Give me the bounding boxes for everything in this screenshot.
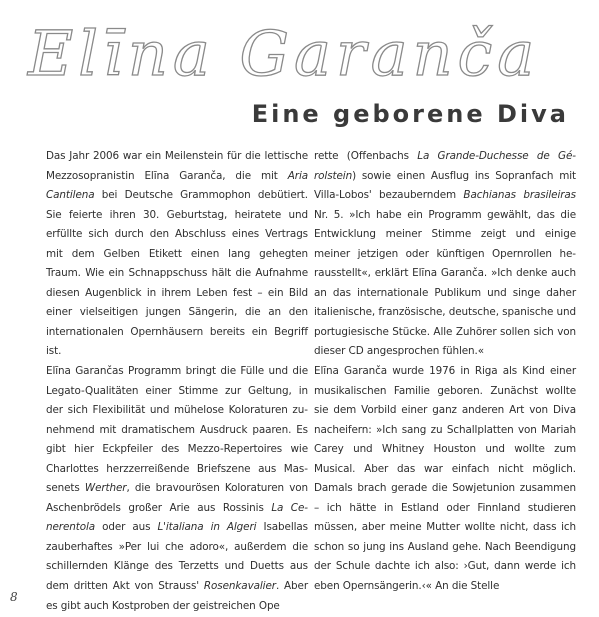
body-text: Elīna Garanča wurde 1976 in Riga als Kind einer musikalischen Familie geboren. Zunächst wollte sie dem Vorbild einer ganz anderen Art von Diva nacheifern: »Ich sang zu Schallplatten von Mariah Carey und Whitney Houston und wollte zum Musical. Aber das war einfach nicht möglich. Damals brach gerade die Sowjetunion zusammen – ich hätte in Estland oder Finnland studieren müssen, aber meine Mutter wollte nicht, dass ich schon so jung ins Ausland gehe. Nach Beendigung der Schule dachte ich also: ›Gut, dann werde ich eben Opernsängerin.‹« An die Stelle <box>314 365 576 593</box>
article-subtitle: Eine geborene Diva <box>251 100 569 128</box>
body-text: Isabellas zauberhaftes »Per lui che adoro«, außerdem die schillernden Klänge des Terzetts und Duetts aus dem dritten Akt von Strauss' <box>46 521 308 593</box>
italic-title-text: Bachianas brasileiras <box>463 189 576 202</box>
left-text-column <box>46 147 308 616</box>
italic-title-text: L'italiana in Algeri <box>157 521 257 534</box>
paragraph <box>314 362 576 597</box>
italic-title-text: Rosenkavalier <box>203 580 276 593</box>
italic-title-text: La Grande-Duchesse de Gérolstein <box>314 150 577 182</box>
body-text: Elīna Garančas Programm bringt die Fülle und die Legato-Qualitäten einer Stimme zur Geltung, in der sich Flexibilität und mühelose Koloraturen zunehmend mit dramatischem Ausdruck paaren. Es gibt hier Eckpfeiler des Mezzo-Repertoires wie Charlottes herzzerreißende Briefszene aus Massenets <box>46 365 308 495</box>
body-text: ) sowie einen Ausflug ins Sopranfach mit Villa-Lobos' bezauberndem <box>314 169 576 202</box>
body-text: , die bravourösen Koloraturen von Aschenbrödels großer Arie aus Rossinis <box>46 482 308 514</box>
paragraph <box>46 147 308 362</box>
body-text: Nr. 5. »Ich habe ein Programm gewählt, das die Entwicklung meiner Stimme zeigt und einige meiner jetzigen oder künftigen Opernrollen herausstellt«, erklärt Elīna Garanča. »Ich denke auch an das internationale Publikum und singe daher italienische, französische, deutsche, spanische und portugiesische Stücke. Alle Zuhörer sollen sich von dieser CD angesprochen fühlen.« <box>314 208 576 358</box>
body-text: Das Jahr 2006 war ein Meilenstein für die lettische Mezzosopranistin Elīna Garanča, die mit <box>46 150 308 182</box>
paragraph <box>314 147 576 362</box>
paragraph <box>46 362 308 616</box>
italic-title-text: La Cenerentola <box>46 501 309 534</box>
page-number: 8 <box>10 590 18 604</box>
right-text-column <box>314 147 576 597</box>
body-text: oder aus <box>95 521 158 534</box>
artist-name-title: Elīna Garanča <box>28 17 540 90</box>
italic-title-text: Werther <box>84 482 127 495</box>
body-text: rette (Offenbachs <box>314 150 418 162</box>
body-text: . Aber es gibt auch Kostproben der geistreichen Ope <box>46 580 308 612</box>
body-text: bei Deutsche Grammophon debütiert. Sie feierte ihren 30. Geburtstag, heiratete und erfüllte sich durch den Abschluss eines Vertrags mit dem Gelben Etikett einen lang gehegten Traum. Wie ein Schnappschuss hält die Aufnahme diesen Augenblick in ihrem Leben fest – ein Bild einer vielseitigen jungen Sängerin, die an den internationalen Opernhäusern bereits ein Begriff ist. <box>46 189 308 358</box>
italic-title-text: Aria Cantilena <box>46 169 308 202</box>
